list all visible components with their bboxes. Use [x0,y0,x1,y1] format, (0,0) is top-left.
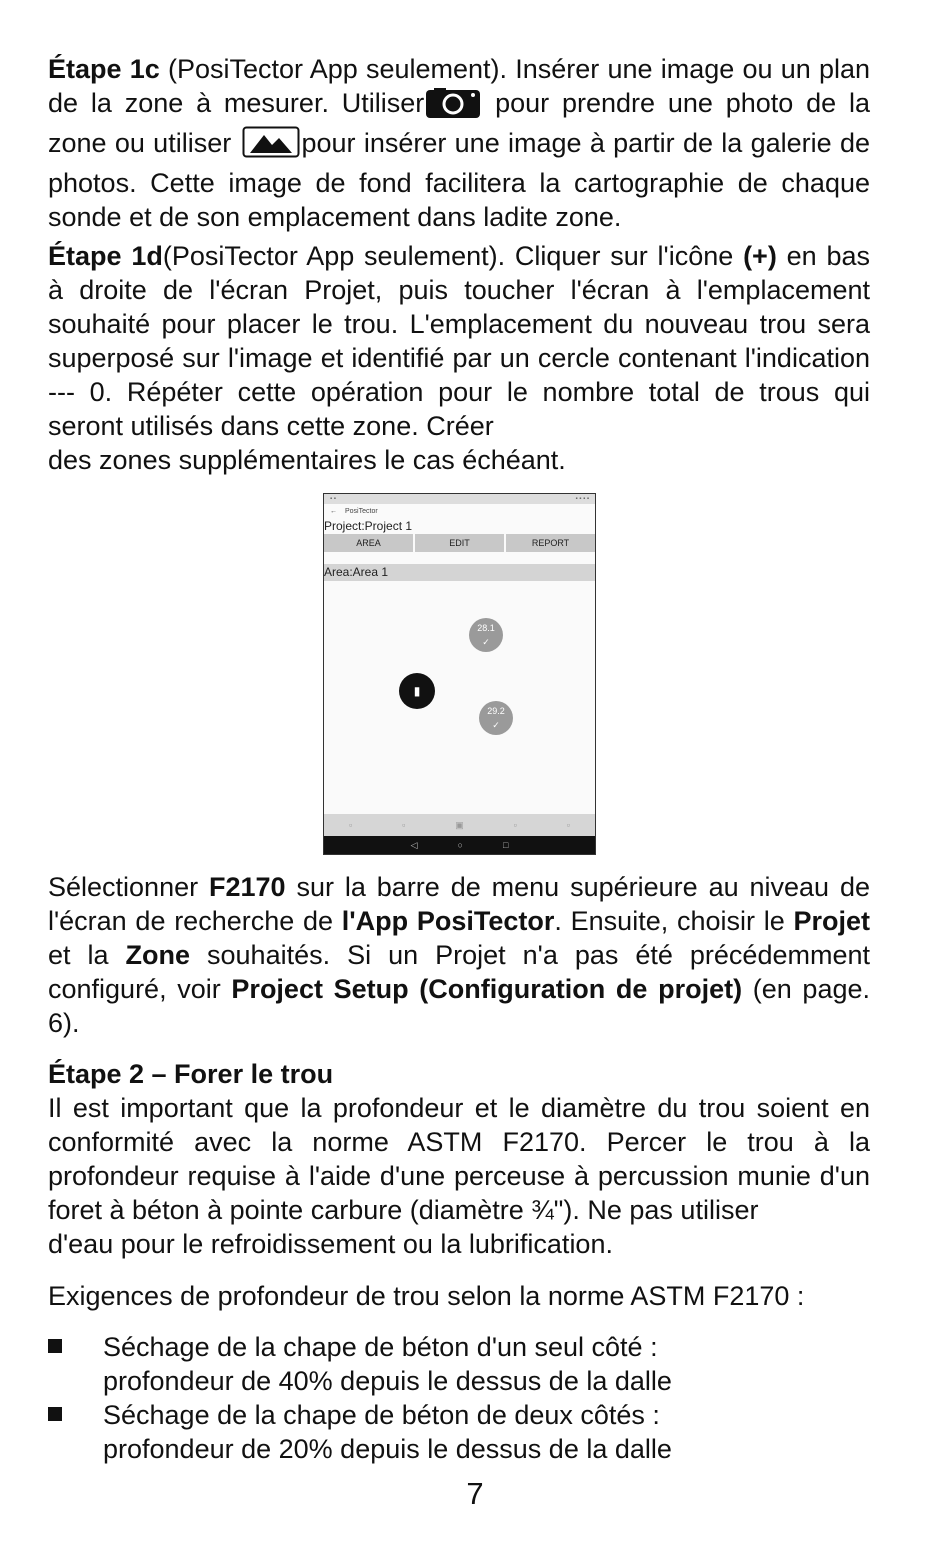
tab-report[interactable]: REPORT [506,534,595,552]
nav-back-icon[interactable]: ◁ [410,839,418,850]
page-number: 7 [466,1476,484,1511]
toolbar-icon[interactable]: ▫ [566,820,570,830]
probe-icon[interactable]: ▮ [399,673,435,709]
toolbar-icon[interactable]: ▫ [402,820,406,830]
step-1c-paragraph: Étape 1c (PosiTector App seulement). Insérer une image ou un plan de la zone à mesurer. Utiliser pour prendre une photo de la zone ou utiliser pour insérer une image à partir de la galerie de photos. Cette image de fond facilitera la cartographie de chaque sonde et de son emplacement dans ladite zone. [48,54,870,232]
list-item: Séchage de la chape de béton de deux côtés : profondeur de 20% depuis le dessus de la dalle [48,1398,870,1466]
tab-edit[interactable]: EDIT [415,534,504,552]
bottom-toolbar [324,814,595,836]
select-paragraph: Sélectionner F2170 sur la barre de menu supérieure au niveau de l'écran de recherche de l'App PosiTector. Ensuite, choisir le Projet et la Zone souhaités. Si un Projet n'a pas été précédemment configuré, voir Project Setup (Configuration de projet) (en page. 6). [48,872,870,1038]
bullet-square-icon [48,1339,62,1353]
plus-icon-label: (+) [743,241,777,271]
app-screenshot [323,493,596,855]
hole-marker[interactable]: 28.1 ✓ [469,618,503,652]
app-title: PosiTector [345,507,378,515]
toolbar-icon[interactable]: ▣ [455,819,464,830]
step-1c-title: Étape 1c [48,54,160,84]
toolbar-icon[interactable]: ▫ [348,820,353,830]
nav-home-icon[interactable]: ○ [457,840,463,850]
back-arrow-icon[interactable]: ← [330,507,337,515]
status-bar: ▪ ▪ ▪ ▪ ▪ ▪ [324,494,595,504]
step-2-paragraph: Il est important que la profondeur et le diamètre du trou soient en conformité avec la norme ASTM F2170. Percer le trou à la profondeur requise à l'aide d'une perceuse à percussion munie d'un foret à béton à pointe carbure (diamètre ¾"). Ne pas utiliser d'eau pour le refroidissement ou la lubrification. [48,1093,870,1259]
area-label: Area:Area 1 [324,564,595,581]
step-1d-paragraph: Étape 1d(PosiTector App seulement). Cliquer sur l'icône (+) en bas à droite de l'écran Projet, puis toucher l'écran à l'emplacement souhaité pour placer le trou. L'emplacement du nouveau trou sera superposé sur l'image et identifié par un cercle contenant l'indication --- 0. Répéter cette opération pour le nombre total de trous qui seront utilisés dans cette zone. Créer des zones supplémentaires le cas échéant. [48,241,870,475]
area-canvas[interactable] [324,581,595,801]
bullet-square-icon [48,1407,62,1421]
camera-icon [426,88,480,126]
requirements-intro: Exigences de profondeur de trou selon la norme ASTM F2170 : [48,1281,805,1311]
app-bar [324,504,595,518]
step-1d-title: Étape 1d [48,241,163,271]
android-nav-bar [324,836,595,854]
list-item: Séchage de la chape de béton d'un seul côté : profondeur de 40% depuis le dessus de la dalle [48,1330,870,1398]
image-gallery-icon [242,126,300,166]
project-label: Project:Project 1 [324,519,413,533]
hole-marker[interactable]: 29.2 ✓ [479,701,513,735]
tab-area[interactable]: AREA [324,534,413,552]
step-2-heading: Étape 2 – Forer le trou [48,1059,334,1089]
nav-recents-icon[interactable]: □ [502,840,509,850]
tab-bar [324,534,595,552]
toolbar-icon[interactable]: ▫ [513,820,517,830]
